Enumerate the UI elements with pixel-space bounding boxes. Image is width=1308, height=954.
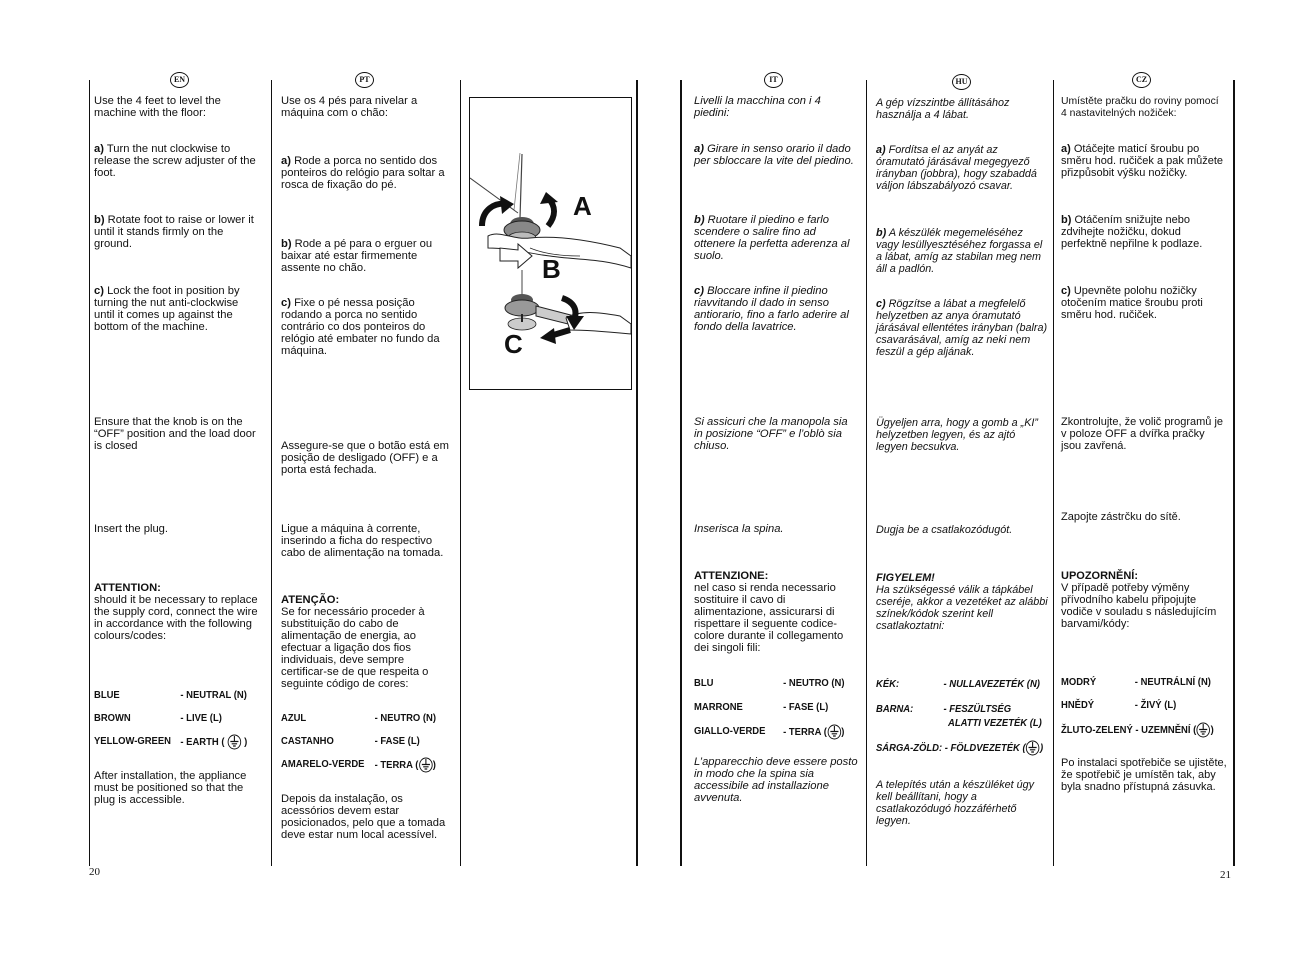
knob-text: Ensure that the knob is on the “OFF” position and the load door is closed — [94, 416, 256, 452]
step-text: Rögzítse a lábat a megfelelő helyzetben az anya óramutató járásával ellentétes irányban (balra) csavarásával, amíg az neki nem feszül a gép aljának. — [876, 298, 1048, 358]
wire-color: HNĚDÝ — [1061, 699, 1095, 711]
attention-label: UPOZORNĚNÍ: — [1061, 570, 1138, 582]
foot-adjustment-diagram — [470, 98, 631, 389]
step-label: c) — [281, 297, 291, 309]
step-label: a) — [694, 143, 704, 155]
step-a — [694, 143, 858, 167]
column-rule — [89, 80, 90, 866]
step-a — [281, 155, 451, 191]
attention-label: ATTENZIONE: — [694, 570, 769, 582]
wire-color: BLUE — [94, 689, 120, 701]
page-number-left: 20 — [89, 866, 100, 878]
step-c — [1061, 285, 1227, 321]
knob-text: Zkontrolujte, že volič programů je v poloze OFF a dvířka pračky jsou zavřená. — [1061, 416, 1224, 452]
wire-code: - FASE (L) — [783, 701, 829, 713]
step-text: Upevněte polohu nožičky otočením matice šroubu proti směru hod. ručiček. — [1061, 285, 1203, 321]
attention-block — [694, 570, 858, 654]
plug-text: Insert the plug. — [94, 523, 169, 535]
wire-code: - NEUTRO (N) — [783, 677, 845, 689]
step-text: Fixe o pé nessa posição rodando a porca no sentido contrário co dos ponteiros do relógio até embater no fundo da máquina. — [281, 297, 440, 357]
step-label: a) — [94, 143, 104, 155]
knob-text: Ügyeljen arra, hogy a gomb a „KI” helyzetben legyen, és az ajtó legyen becsukva. — [876, 417, 1039, 453]
earth-ground-icon — [227, 734, 241, 750]
wire-code: ALATTI VEZETÉK (L) — [948, 717, 1042, 729]
column-rule — [460, 80, 461, 866]
page-fold-rule — [680, 80, 682, 866]
attention-block — [1061, 570, 1227, 630]
step-text: Rode a porca no sentido dos ponteiros do relógio para soltar a rosca de fixação do pé. — [281, 155, 445, 191]
step-text: A készülék megemeléséhez vagy lesüllyesztéséhez forgassa el a lábat, amíg az stabilan meg nem áll a padlón. — [876, 227, 1043, 275]
language-flag-en: EN — [170, 72, 189, 88]
wire-code: - TERRA ( — [374, 758, 419, 771]
step-a — [1061, 143, 1227, 179]
wire-color: MODRÝ — [1061, 676, 1097, 688]
step-a-label: A — [573, 191, 592, 221]
intro-text: Use the 4 feet to level the machine with the floor: — [94, 95, 221, 119]
step-text: Otáčejte maticí šroubu po směru hod. ručiček a pak můžete přizpůsobit výšku nožičky. — [1061, 143, 1224, 179]
after-text: Po instalaci spotřebiče se ujistěte, že spotřebič je umístěn tak, aby byla snadno přístupná zásuvka. — [1061, 757, 1227, 793]
wire-code: - NEUTRÁLNÍ (N) — [1134, 676, 1211, 688]
wire-color: AMARELO-VERDE — [281, 758, 365, 770]
step-text: Ruotare il piedino e farlo scendere o salire fino ad ottenere la perfetta aderenza al suolo. — [694, 214, 850, 262]
earth-ground-icon — [1196, 722, 1210, 738]
wire-code: - TERRA ( — [783, 725, 827, 738]
wire-code-close: ) — [244, 735, 248, 748]
step-label: c) — [1061, 285, 1071, 297]
attention-text: Ha szükségessé válik a tápkábel cseréje, akkor a vezetéket az alábbi színek/kódok szerint kell csatlakoztatni: — [876, 584, 1048, 632]
step-b — [876, 227, 1048, 275]
plug-text: Zapojte zástrčku do sítě. — [1061, 511, 1181, 523]
attention-block — [281, 594, 451, 690]
wire-code-close: ) — [432, 758, 436, 771]
wire-color: BARNA: — [876, 703, 914, 715]
wire-code: - NEUTRAL (N) — [180, 689, 247, 701]
step-label: b) — [281, 238, 292, 250]
attention-text: should it be necessary to replace the supply cord, connect the wire in accordance with the following colours/codes: — [94, 594, 258, 642]
step-text: Rode a pé para o erguer ou baixar até estar firmemente assente no chão. — [281, 238, 433, 274]
step-label: b) — [876, 227, 887, 239]
intro-text: Livelli la macchina con i 4 piedini: — [694, 95, 821, 119]
wire-code: - ŽIVÝ (L) — [1134, 699, 1177, 711]
knob-text: Si assicuri che la manopola sia in posizione “OFF” e l’oblò sia chiuso. — [694, 416, 848, 452]
step-label: b) — [694, 214, 705, 226]
wire-code: - NULLAVEZETÉK (N) — [943, 678, 1040, 690]
wire-color: BROWN — [94, 712, 131, 724]
leveling-feet-illustration — [469, 97, 632, 390]
step-c — [876, 298, 1048, 358]
step-c — [281, 297, 451, 357]
step-text: Lock the foot in position by turning the nut anti-clockwise until it comes up against the bottom of the machine. — [94, 285, 240, 333]
knob-text: Assegure-se que o botão está em posição de desligado (OFF) e a porta está fechada. — [281, 440, 449, 476]
plug-text: Ligue a máquina à corrente, inserindo a ficha do respectivo cabo de alimentação na tomada. — [281, 523, 444, 559]
earth-ground-icon — [1026, 740, 1040, 756]
step-b — [94, 214, 260, 250]
step-c-label: C — [504, 329, 523, 359]
step-label: c) — [876, 298, 886, 310]
step-b — [281, 238, 451, 274]
intro-text: A gép vízszintbe állításához használja a 4 lábat. — [876, 97, 1010, 121]
attention-label: ATTENTION: — [94, 582, 161, 594]
step-c — [94, 285, 260, 333]
wire-color: BLU — [694, 677, 714, 689]
step-label: a) — [876, 144, 886, 156]
step-text: Rotate foot to raise or lower it until it stands firmly on the ground. — [94, 214, 254, 250]
column-cz — [1061, 0, 1227, 954]
attention-block — [94, 582, 260, 642]
language-flag-hu: HU — [952, 74, 971, 90]
step-label: a) — [1061, 143, 1071, 155]
column-hu — [876, 0, 1048, 954]
page-number-right: 21 — [1220, 869, 1231, 881]
step-text: Fordítsa el az anyát az óramutató járásával megegyező irányban (jobbra), hogy szabaddá váljon lábszabályozó csavar. — [876, 144, 1037, 192]
step-text: Bloccare infine il piedino riavvitando il dado in senso antiorario, fino a farlo aderire al fondo della lavatrice. — [694, 285, 849, 333]
wire-color: KÉK: — [876, 678, 900, 690]
wire-color: ŽLUTO-ZELENÝ - UZEMNĚNÍ ( — [1061, 723, 1197, 736]
wire-color: MARRONE — [694, 701, 743, 713]
attention-block — [876, 572, 1048, 632]
after-text: Depois da instalação, os acessórios devem estar posicionados, pelo que a tomada deve estar num local acessível. — [281, 793, 446, 841]
attention-label: ATENÇÃO: — [281, 594, 340, 606]
wire-color: CASTANHO — [281, 735, 334, 747]
attention-text: V případě potřeby výměny přívodního kabelu připojujte vodiče v souladu s následujícím barvami/kódy: — [1061, 582, 1217, 630]
wire-color: SÁRGA-ZÖLD: - FÖLDVEZETÉK ( — [876, 741, 1026, 754]
wire-code: - LIVE (L) — [180, 712, 222, 724]
page-fold-rule — [636, 80, 638, 866]
column-rule — [866, 80, 867, 866]
step-text: Turn the nut clockwise to release the screw adjuster of the foot. — [94, 143, 256, 179]
wire-code: - EARTH ( — [180, 735, 225, 748]
wire-code-close: ) — [841, 725, 845, 738]
language-flag-pt: PT — [355, 72, 374, 88]
attention-label: FIGYELEM! — [876, 572, 935, 584]
step-b — [1061, 214, 1227, 250]
step-a — [94, 143, 260, 179]
column-pt — [281, 0, 451, 954]
wire-code-close: ) — [1040, 741, 1044, 754]
after-text: L’apparecchio deve essere posto in modo che la spina sia accessibile ad installazione avvenuta. — [694, 756, 858, 804]
after-text: After installation, the appliance must be positioned so that the plug is accessible. — [94, 770, 247, 806]
earth-ground-icon — [827, 724, 841, 740]
step-label: b) — [94, 214, 105, 226]
wire-color: AZUL — [281, 712, 307, 724]
attention-text: Se for necessário proceder à substituição do cabo de alimentação de energia, ao efectuar a ligação dos fios individuais, deve sempre certificar-se de que respeita o seguinte código de cores: — [281, 606, 429, 690]
step-a — [876, 144, 1048, 192]
step-b-label: B — [542, 254, 561, 284]
plug-text: Dugja be a csatlakozódugót. — [876, 524, 1013, 536]
after-text: A telepítés után a készüléket úgy kell beállítani, hogy a csatlakozódugó hozzáférhető legyen. — [876, 779, 1035, 827]
plug-text: Inserisca la spina. — [694, 523, 784, 535]
column-rule — [271, 80, 272, 866]
intro-text: Umístěte pračku do roviny pomocí 4 nastavitelných nožiček: — [1061, 96, 1219, 119]
step-label: a) — [281, 155, 291, 167]
wire-color: YELLOW-GREEN — [94, 735, 171, 747]
attention-text: nel caso si renda necessario sostituire il cavo di alimentazione, assicurarsi di rispettare il seguente codice-colore durante il collegamento dei singoli fili: — [694, 582, 844, 654]
column-rule — [1233, 80, 1235, 866]
wire-color: GIALLO-VERDE — [694, 725, 766, 737]
earth-ground-icon — [418, 757, 432, 773]
step-label: c) — [94, 285, 104, 297]
step-b — [694, 214, 858, 262]
step-label: c) — [694, 285, 704, 297]
intro-text: Use os 4 pés para nivelar a máquina com o chão: — [281, 95, 418, 119]
language-flag-it: IT — [764, 72, 783, 88]
column-rule — [1053, 80, 1054, 866]
step-c — [694, 285, 858, 333]
wire-code: - NEUTRO (N) — [374, 712, 437, 724]
step-label: b) — [1061, 214, 1072, 226]
step-text: Girare in senso orario il dado per sbloccare la vite del piedino. — [694, 143, 854, 167]
wire-code-close: ) — [1210, 723, 1214, 736]
wire-code: - FESZÜLTSÉG — [943, 703, 1012, 715]
step-text: Otáčením snižujte nebo zdvihejte nožičku, dokud perfektně nepřilne k podlaze. — [1061, 214, 1203, 250]
column-en — [94, 0, 260, 954]
wire-code: - FASE (L) — [374, 735, 420, 747]
language-flag-cz: CZ — [1132, 72, 1151, 88]
column-it — [694, 0, 858, 954]
